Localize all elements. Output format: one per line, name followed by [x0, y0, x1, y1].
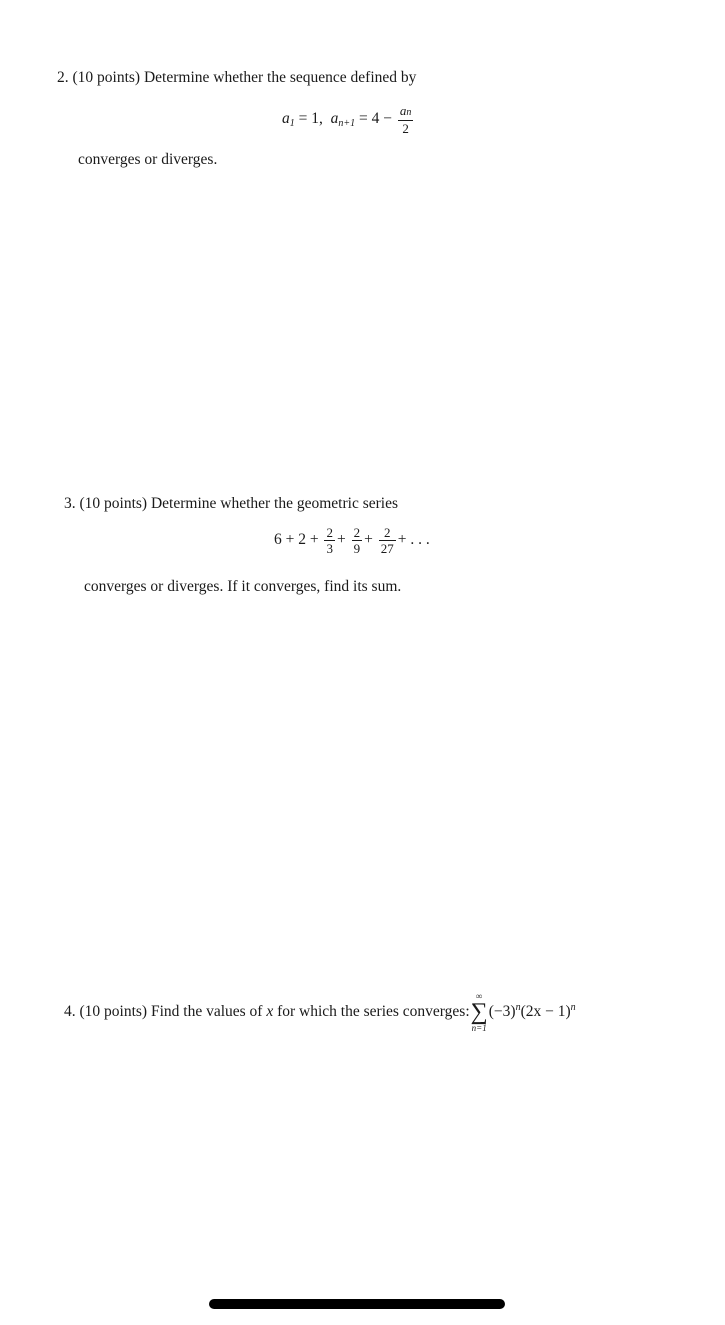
problem-2-number: 2.: [57, 69, 69, 86]
problem-4-text-before: Find the values of: [150, 1003, 263, 1020]
series-plus-1: +: [336, 531, 346, 549]
problem-4-variable: x: [266, 1003, 274, 1020]
problem-2-text: Determine whether the sequence defined by: [143, 69, 417, 86]
an1-symbol: a: [330, 110, 339, 128]
problem-2-points: (10 points): [72, 69, 141, 86]
series-ellipsis: + . . .: [397, 531, 430, 549]
summation: [471, 991, 488, 1033]
an-over-2-fraction: [398, 103, 414, 136]
an1-subscript: n+1: [338, 118, 356, 130]
sum-base: (−3): [488, 1003, 516, 1020]
problem-3-points: (10 points): [79, 495, 148, 512]
problem-3-closing: converges or diverges. If it converges, find its sum.: [84, 578, 402, 595]
problem-2-formula: [282, 103, 415, 136]
a1-equals: = 1,: [298, 110, 323, 128]
series-plus-2: +: [364, 531, 373, 549]
sigma-symbol: ∑: [470, 999, 488, 1026]
problem-4-points: (10 points): [79, 1003, 148, 1020]
problem-3-series: [274, 525, 430, 556]
problem-3-heading: [64, 494, 398, 514]
sum-upper-limit: ∞: [476, 991, 483, 1002]
sum-lower-limit: n=1: [471, 1023, 487, 1034]
series-term-3: $\frac{2}{27}$: [380, 525, 394, 556]
series-term-1: $\frac{2}{3}$: [326, 525, 333, 556]
problem-3-text: Determine whether the geometric series: [150, 495, 398, 512]
problem-2-closing: converges or diverges.: [78, 151, 218, 168]
home-indicator[interactable]: [209, 1299, 505, 1309]
sum-factor: (2x − 1): [520, 1003, 571, 1020]
fraction-numerator: an: [398, 103, 414, 121]
an1-equals: = 4 −: [359, 110, 392, 128]
problem-3-number: 3.: [64, 495, 76, 512]
problem-4-heading: [64, 983, 576, 1037]
problem-4-number: 4.: [64, 1003, 76, 1020]
sum-exponent-2: n: [570, 1002, 576, 1013]
problem-4-text-after: for which the series converges:: [277, 1003, 470, 1020]
series-term-2: $\frac{2}{9}$: [353, 525, 361, 556]
problem-2-heading: [57, 68, 416, 88]
fraction-denominator: 2: [402, 121, 409, 136]
a1-subscript: 1: [289, 118, 295, 130]
series-lead: 6 + 2 +: [274, 531, 319, 549]
a1-symbol: a: [282, 110, 290, 128]
sum-exponent-1: n: [515, 1002, 521, 1013]
